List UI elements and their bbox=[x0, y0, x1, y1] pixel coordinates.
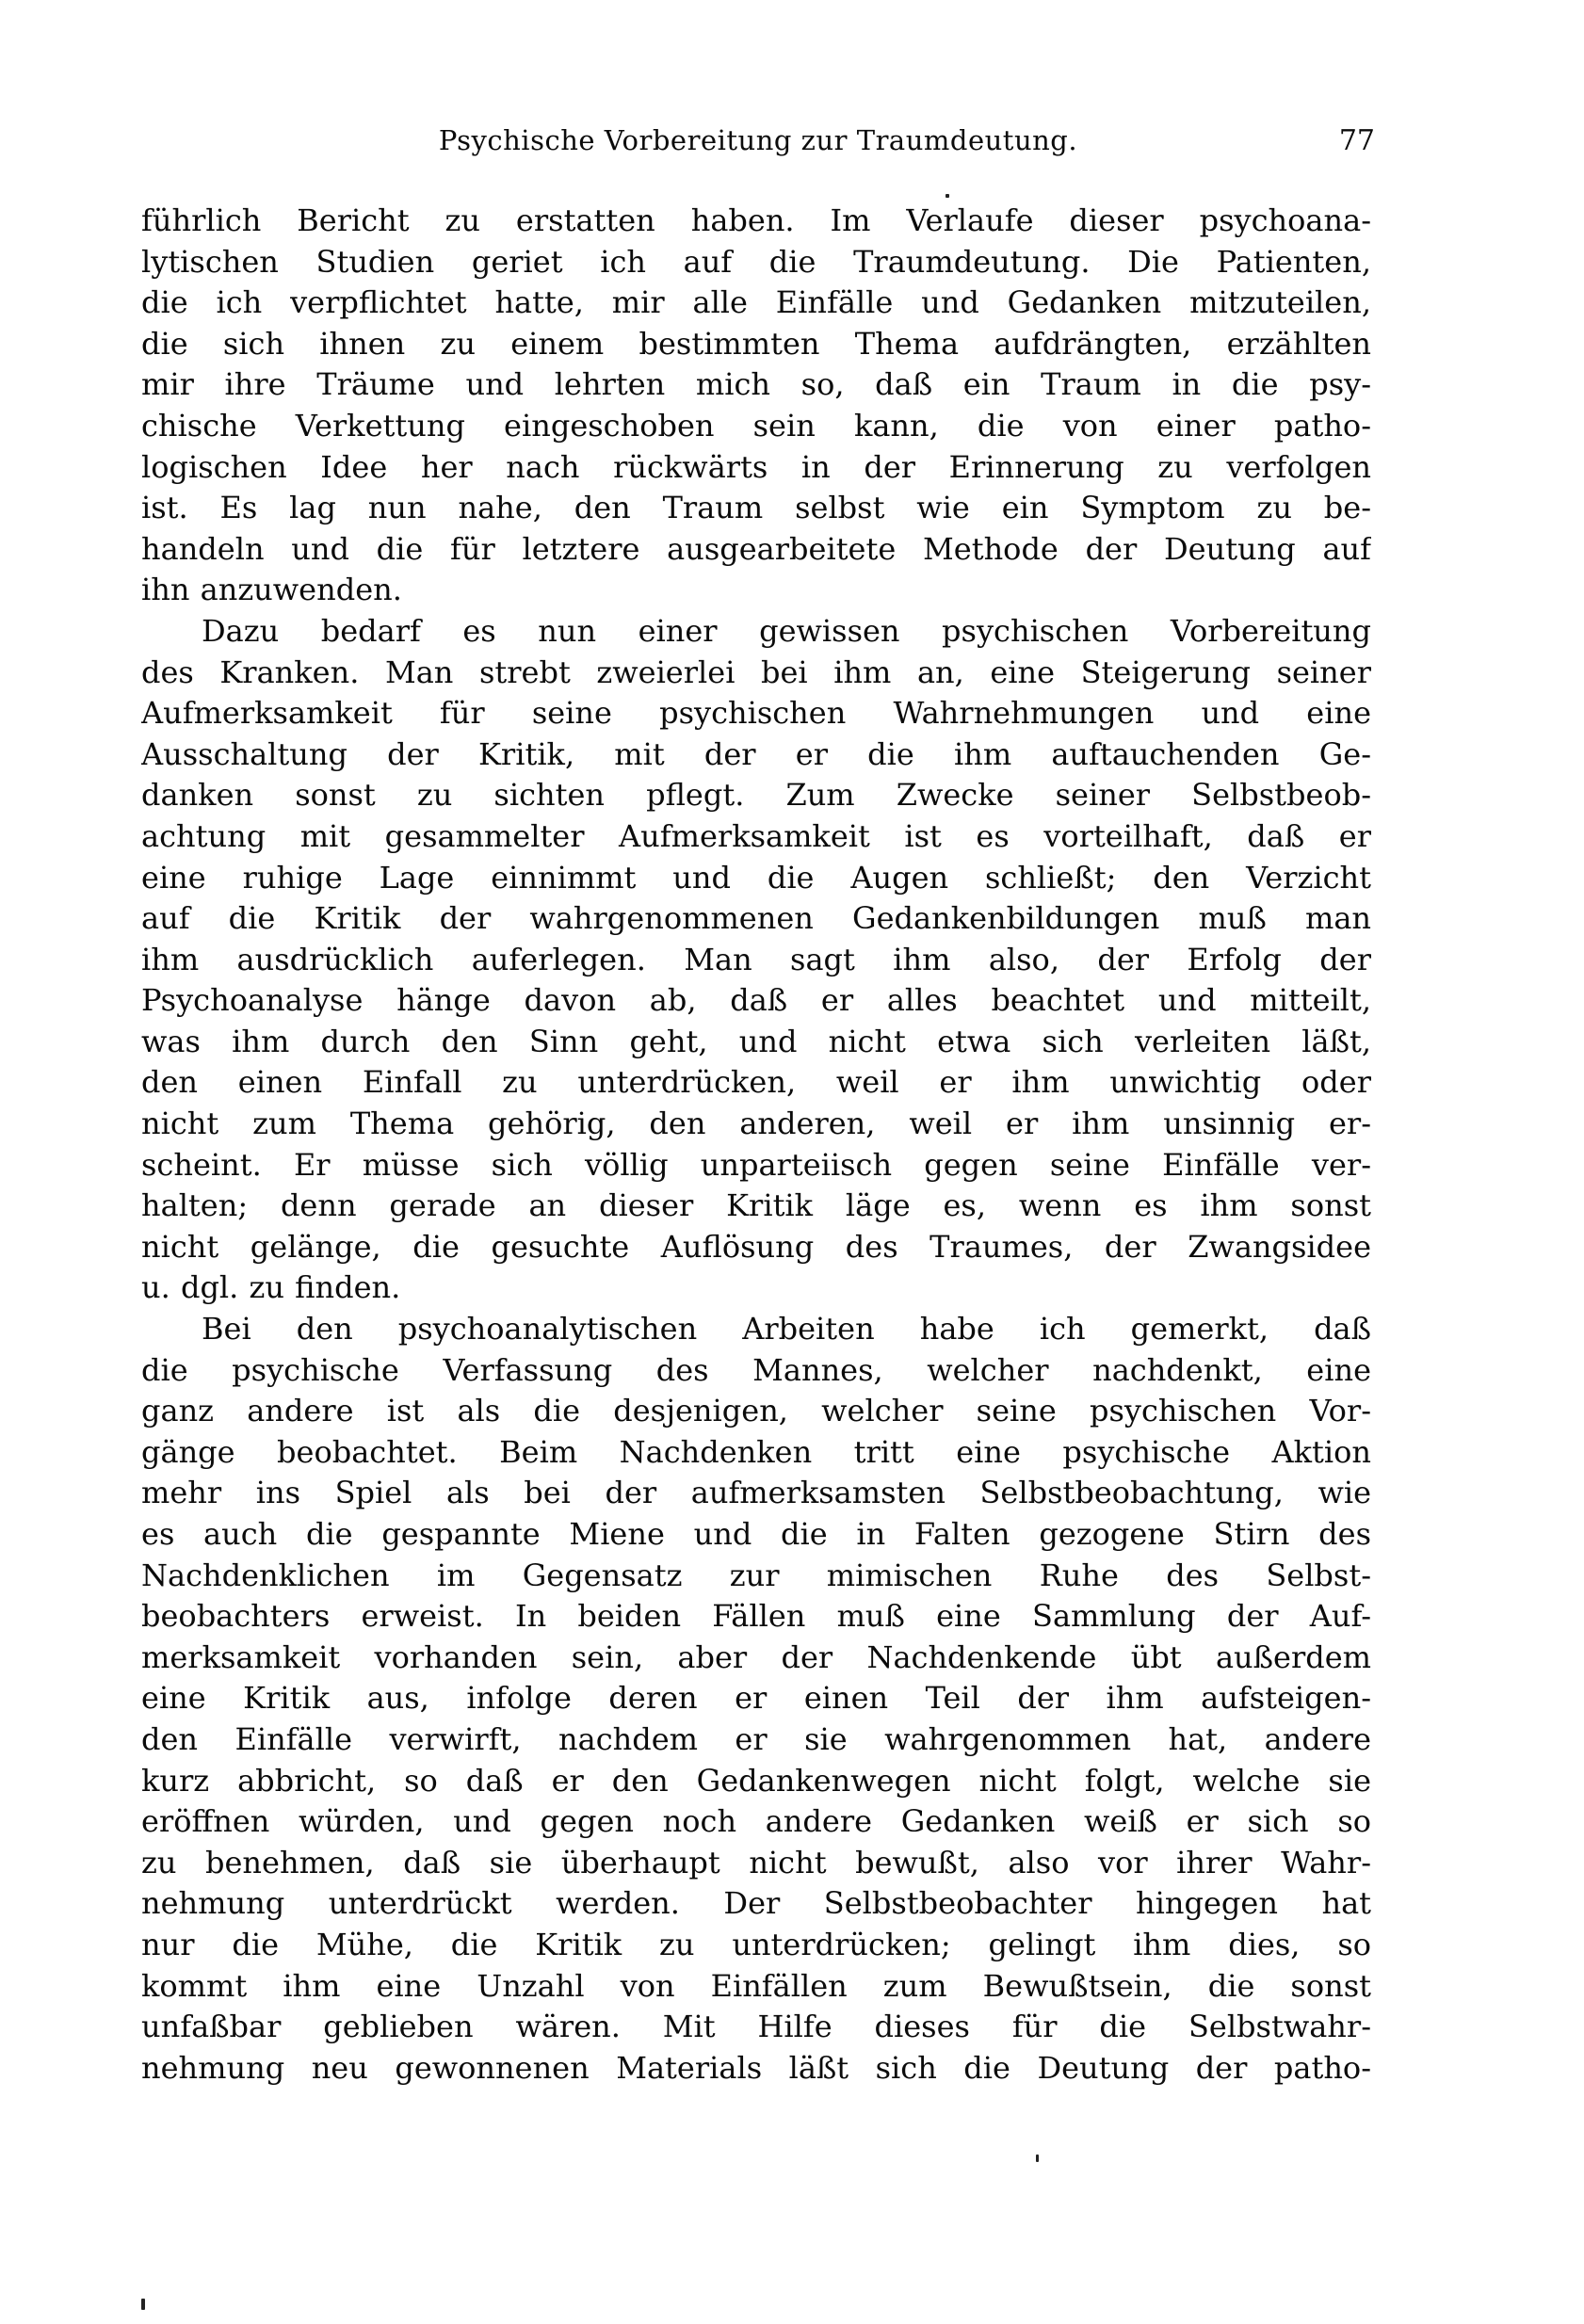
text-line: achtung mit gesammelter Aufmerksamkeit ist es vorteilhaft, daß er bbox=[141, 817, 1371, 854]
text-line: Aufmerksamkeit für seine psychischen Wahrnehmungen und eine bbox=[141, 695, 1371, 732]
text-line: scheint. Er müsse sich völlig unparteiisch gegen seine Einfälle ver- bbox=[141, 1146, 1371, 1183]
text-line: eine Kritik aus, infolge deren er einen Teil der ihm aufsteigen- bbox=[141, 1680, 1371, 1717]
text-line: es auch die gespannte Miene und die in Falten gezogene Stirn des bbox=[141, 1516, 1371, 1552]
text-line: den Einfälle verwirft, nachdem er sie wahrgenommen hat, andere bbox=[141, 1720, 1371, 1757]
scan-speck bbox=[946, 194, 949, 198]
text-line: was ihm durch den Sinn geht, und nicht etwa sich verleiten läßt, bbox=[141, 1023, 1371, 1059]
text-line: logischen Idee her nach rückwärts in der Erinnerung zu verfolgen bbox=[141, 448, 1371, 485]
text-line: eine ruhige Lage einnimmt und die Augen schließt; den Verzicht bbox=[141, 859, 1371, 896]
text-line: kurz abbricht, so daß er den Gedankenwegen nicht folgt, welche sie bbox=[141, 1762, 1371, 1799]
page-number: 77 bbox=[1338, 124, 1375, 157]
text-line: zu benehmen, daß sie überhaupt nicht bewußt, also vor ihrer Wahr- bbox=[141, 1844, 1371, 1880]
text-line: den einen Einfall zu unterdrücken, weil er ihm unwichtig oder bbox=[141, 1064, 1371, 1101]
text-line: Bei den psychoanalytischen Arbeiten habe ich gemerkt, daß bbox=[202, 1311, 1371, 1348]
text-line: des Kranken. Man strebt zweierlei bei ihm an, eine Steigerung seiner bbox=[141, 654, 1371, 690]
text-line: die sich ihnen zu einem bestimmten Thema aufdrängten, erzählten bbox=[141, 325, 1371, 362]
text-column bbox=[141, 201, 1371, 2089]
text-line: lytischen Studien geriet ich auf die Traumdeutung. Die Patienten, bbox=[141, 243, 1371, 280]
text-line: Nachdenklichen im Gegensatz zur mimischen Ruhe des Selbst- bbox=[141, 1557, 1371, 1593]
text-line: nur die Mühe, die Kritik zu unterdrücken; gelingt ihm dies, so bbox=[141, 1926, 1371, 1962]
text-line: ihm ausdrücklich auferlegen. Man sagt ihm also, der Erfolg der bbox=[141, 941, 1371, 977]
text-line: nehmung neu gewonnenen Materials läßt sich die Deutung der patho- bbox=[141, 2049, 1371, 2086]
text-line: ganz andere ist als die desjenigen, welcher seine psychischen Vor- bbox=[141, 1393, 1371, 1429]
text-line: nehmung unterdrückt werden. Der Selbstbeobachter hingegen hat bbox=[141, 1885, 1371, 1922]
text-line: eröffnen würden, und gegen noch andere Gedanken weiß er sich so bbox=[141, 1803, 1371, 1840]
text-line: handeln und die für letztere ausgearbeitete Methode der Deutung auf bbox=[141, 530, 1371, 567]
text-line: Dazu bedarf es nun einer gewissen psychischen Vorbereitung bbox=[202, 612, 1371, 649]
text-line: nicht zum Thema gehörig, den anderen, weil er ihm unsinnig er- bbox=[141, 1106, 1371, 1142]
text-line: Ausschaltung der Kritik, mit der er die ihm auftauchenden Ge- bbox=[141, 735, 1371, 772]
scan-speck bbox=[1036, 2155, 1039, 2162]
text-line: die psychische Verfassung des Mannes, welcher nachdenkt, eine bbox=[141, 1351, 1371, 1388]
text-line: beobachters erweist. In beiden Fällen muß eine Sammlung der Auf- bbox=[141, 1598, 1371, 1635]
text-line: mir ihre Träume und lehrten mich so, daß ein Traum in die psy- bbox=[141, 366, 1371, 403]
text-line: ihn anzuwenden. bbox=[141, 572, 402, 608]
text-line: gänge beobachtet. Beim Nachdenken tritt eine psychische Aktion bbox=[141, 1433, 1371, 1470]
text-line: nicht gelänge, die gesuchte Auflösung des Traumes, der Zwangsidee bbox=[141, 1228, 1371, 1265]
text-line: halten; denn gerade an dieser Kritik läge es, wenn es ihm sonst bbox=[141, 1187, 1371, 1224]
text-line: die ich verpflichtet hatte, mir alle Einfälle und Gedanken mitzuteilen, bbox=[141, 284, 1371, 321]
text-line: u. dgl. zu finden. bbox=[141, 1269, 401, 1306]
text-line: merksamkeit vorhanden sein, aber der Nachdenkende übt außerdem bbox=[141, 1638, 1371, 1675]
text-line: danken sonst zu sichten pflegt. Zum Zwecke seiner Selbstbeob- bbox=[141, 777, 1371, 814]
text-line: führlich Bericht zu erstatten haben. Im Verlaufe dieser psychoana- bbox=[141, 202, 1371, 238]
text-line: ist. Es lag nun nahe, den Traum selbst wie ein Symptom zu be- bbox=[141, 490, 1371, 526]
text-line: Psychoanalyse hänge davon ab, daß er alles beachtet und mitteilt, bbox=[141, 982, 1371, 1019]
running-title: Psychische Vorbereitung zur Traumdeutung. bbox=[438, 124, 1078, 156]
text-line: auf die Kritik der wahrgenommenen Gedankenbildungen muß man bbox=[141, 900, 1371, 937]
text-line: unfaßbar geblieben wären. Mit Hilfe dieses für die Selbstwahr- bbox=[141, 2009, 1371, 2045]
text-line: kommt ihm eine Unzahl von Einfällen zum Bewußtsein, die sonst bbox=[141, 1967, 1371, 2004]
running-header bbox=[141, 124, 1375, 166]
text-line: chische Verkettung eingeschoben sein kann, die von einer patho- bbox=[141, 407, 1371, 444]
scan-speck bbox=[141, 2299, 145, 2310]
text-line: mehr ins Spiel als bei der aufmerksamsten Selbstbeobachtung, wie bbox=[141, 1475, 1371, 1511]
